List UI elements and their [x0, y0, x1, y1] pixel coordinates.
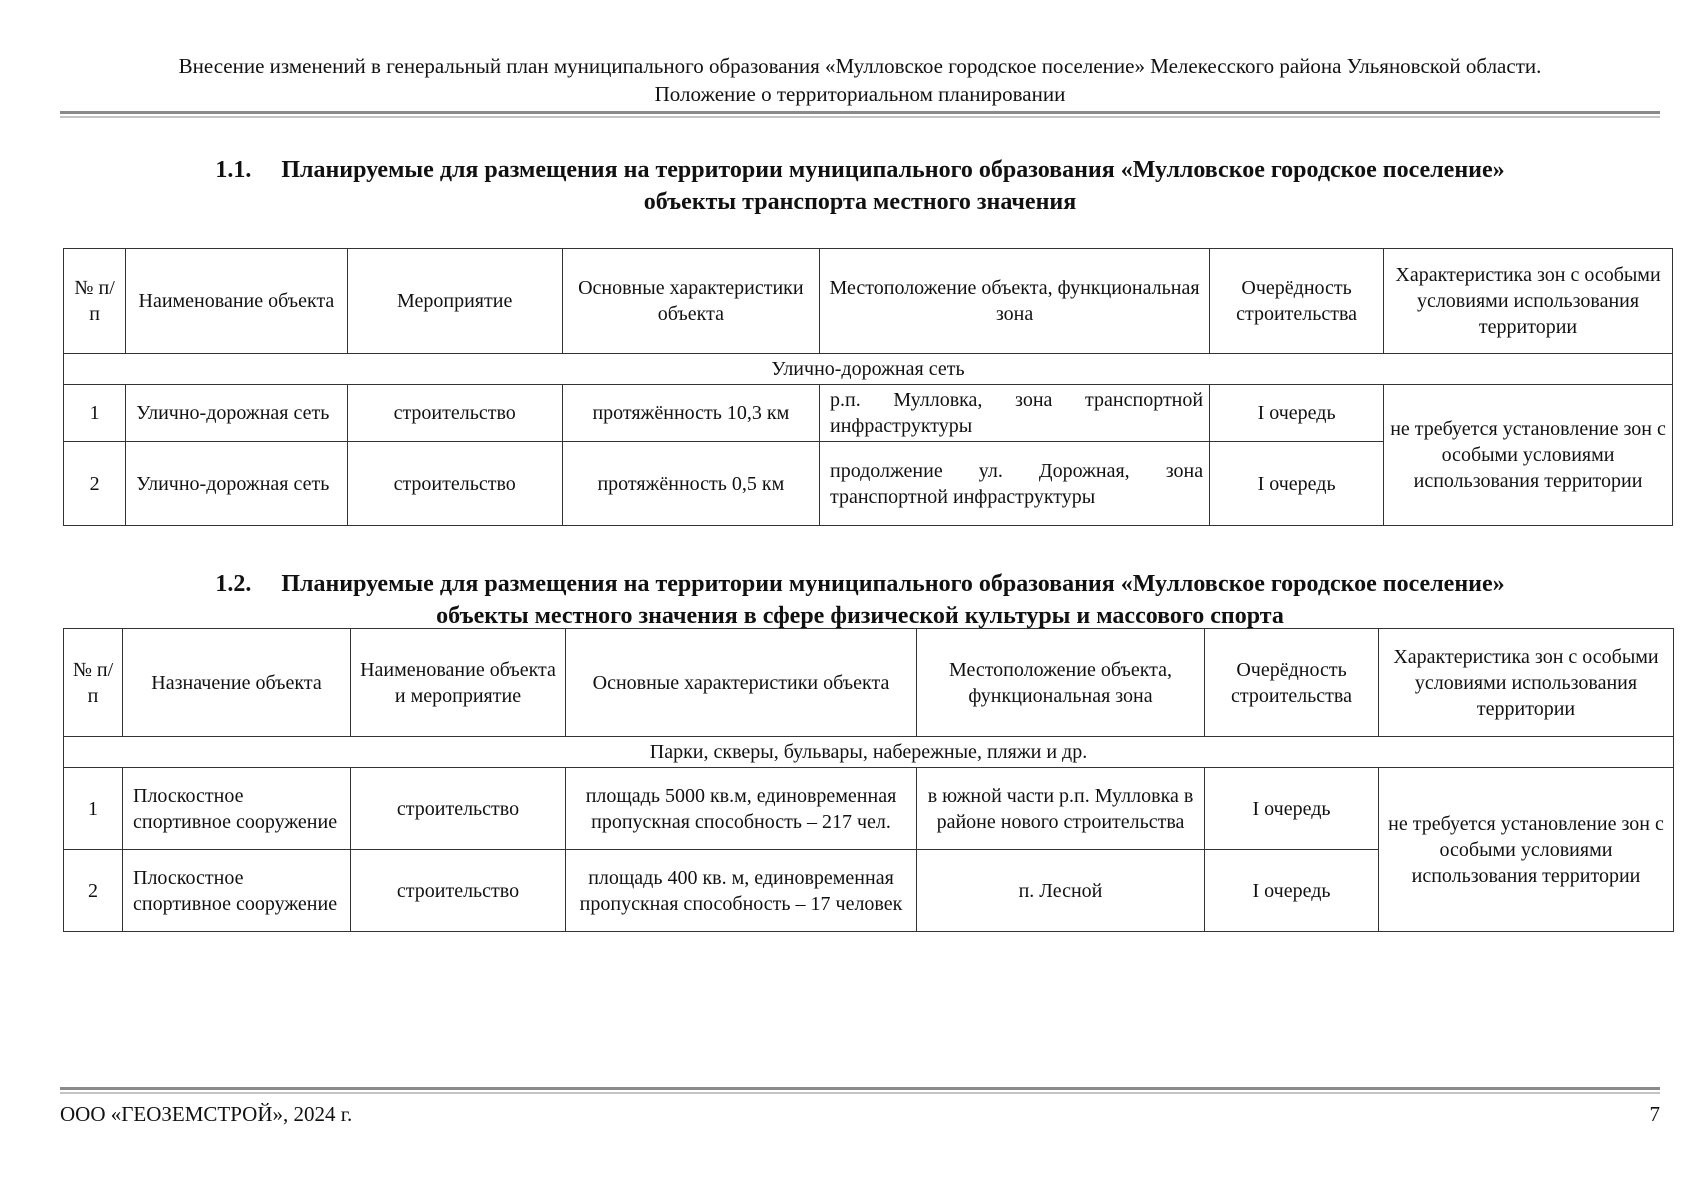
row-action: строительство — [347, 385, 562, 442]
header-num: № п/п — [64, 249, 126, 354]
row-specs: площадь 400 кв. м, единовременная пропускная способность – 17 человек — [566, 850, 917, 932]
row-num: 1 — [64, 385, 126, 442]
row-purpose: Плоскостное спортивное сооружение — [123, 768, 351, 850]
header-name-action: Наименование объекта и мероприятие — [351, 629, 566, 737]
row-specs: протяжённость 10,3 км — [562, 385, 819, 442]
row-order: I очередь — [1210, 385, 1384, 442]
row-num: 2 — [64, 442, 126, 526]
section-1-title-line-1: Планируемые для размещения на территории муниципального образования «Мулловское городское поселение» — [281, 157, 1505, 183]
table-header-row — [64, 249, 1673, 354]
header-zones: Характеристика зон с особыми условиями использования территории — [1379, 629, 1674, 737]
header-zones: Характеристика зон с особыми условиями использования территории — [1384, 249, 1673, 354]
section-2-title-line-1: Планируемые для размещения на территории муниципального образования «Мулловское городское поселение» — [281, 571, 1505, 597]
row-purpose: Плоскостное спортивное сооружение — [123, 850, 351, 932]
row-location: в южной части р.п. Мулловка в районе нового строительства — [917, 768, 1205, 850]
header-num: № п/п — [64, 629, 123, 737]
row-order: I очередь — [1205, 768, 1379, 850]
row-name: Улично-дорожная сеть — [126, 385, 347, 442]
zones-note: не требуется установление зон с особыми условиями использования территории — [1379, 768, 1674, 932]
transport-table — [63, 248, 1673, 526]
header-name: Наименование объекта — [126, 249, 347, 354]
table-header-row — [64, 629, 1674, 737]
header-action: Мероприятие — [347, 249, 562, 354]
section-1-title — [60, 154, 1660, 218]
page-number: 7 — [1649, 1102, 1660, 1126]
zones-note: не требуется установление зон с особыми условиями использования территории — [1384, 385, 1673, 526]
row-location: п. Лесной — [917, 850, 1205, 932]
row-specs: площадь 5000 кв.м, единовременная пропускная способность – 217 чел. — [566, 768, 917, 850]
section-2-title — [60, 568, 1660, 632]
row-location: продолжение ул. Дорожная, зона транспортной инфраструктуры — [819, 442, 1209, 526]
row-specs: протяжённость 0,5 км — [562, 442, 819, 526]
header-line-2: Положение о территориальном планировании — [654, 82, 1066, 106]
header-order: Очерёдность строительства — [1205, 629, 1379, 737]
header-order: Очерёдность строительства — [1210, 249, 1384, 354]
header-location: Местоположение объекта, функциональная зона — [819, 249, 1209, 354]
header-line-1: Внесение изменений в генеральный план муниципального образования «Мулловское городское поселение» Мелекесского района Ульяновской области. — [178, 54, 1542, 78]
row-name-action: строительство — [351, 850, 566, 932]
group-row — [64, 354, 1673, 385]
footer-company: ООО «ГЕОЗЕМСТРОЙ», 2024 г. — [60, 1102, 353, 1126]
footer-rule — [60, 1087, 1660, 1094]
table-row — [64, 385, 1673, 442]
row-order: I очередь — [1210, 442, 1384, 526]
row-order: I очередь — [1205, 850, 1379, 932]
header-specs: Основные характеристики объекта — [562, 249, 819, 354]
section-2-number: 1.2. — [215, 571, 252, 597]
row-num: 1 — [64, 768, 123, 850]
row-name: Улично-дорожная сеть — [126, 442, 347, 526]
row-location: р.п. Мулловка, зона транспортной инфраструктуры — [819, 385, 1209, 442]
row-action: строительство — [347, 442, 562, 526]
document-footer — [60, 1100, 1660, 1128]
row-name-action: строительство — [351, 768, 566, 850]
header-purpose: Назначение объекта — [123, 629, 351, 737]
section-2-title-line-2: объекты местного значения в сфере физической культуры и массового спорта — [436, 603, 1284, 629]
group-label: Парки, скверы, бульвары, набережные, пляжи и др. — [64, 737, 1674, 768]
section-1-number: 1.1. — [215, 157, 252, 183]
document-header — [60, 52, 1660, 108]
header-specs: Основные характеристики объекта — [566, 629, 917, 737]
group-row — [64, 737, 1674, 768]
sports-table — [63, 628, 1674, 932]
group-label: Улично-дорожная сеть — [64, 354, 1673, 385]
table-row — [64, 768, 1674, 850]
header-rule — [60, 111, 1660, 118]
header-location: Местоположение объекта, функциональная зона — [917, 629, 1205, 737]
row-num: 2 — [64, 850, 123, 932]
section-1-title-line-2: объекты транспорта местного значения — [643, 189, 1077, 215]
